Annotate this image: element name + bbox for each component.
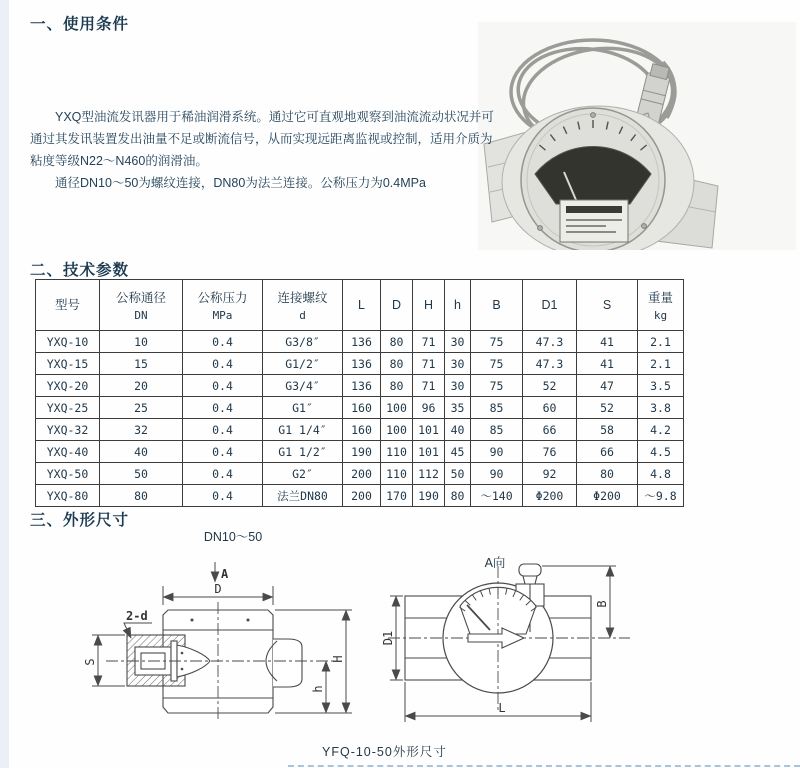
bottom-dashed-divider [288, 765, 800, 767]
drawing-caption: YFQ-10-50外形尺寸 [322, 745, 447, 759]
table-header-row [36, 280, 684, 331]
col-header-thread: 连接螺纹 d [263, 280, 343, 331]
table-cell: 40 [100, 441, 183, 463]
table-cell: 0.4 [183, 485, 263, 507]
table-cell: 160 [343, 419, 381, 441]
table-cell: 法兰DN80 [263, 485, 343, 507]
table-cell: 0.4 [183, 331, 263, 353]
table-cell: 136 [343, 353, 381, 375]
section-usage-heading: 一、使用条件 [30, 16, 130, 33]
table-cell: 50 [100, 463, 183, 485]
table-cell: G3/4″ [263, 375, 343, 397]
table-cell: 0.4 [183, 441, 263, 463]
table-row [36, 375, 684, 397]
col-header-B: B [471, 280, 523, 331]
usage-paragraph-2: 通径DN10～50为螺纹连接，DN80为法兰连接。公称压力为0.4MPa [55, 176, 426, 190]
table-cell: G1/2″ [263, 353, 343, 375]
col-header-h: h [445, 280, 471, 331]
table-cell: 47.3 [523, 331, 577, 353]
table-cell: 80 [381, 375, 413, 397]
view-arrow-label: A [221, 567, 229, 581]
table-row [36, 463, 684, 485]
table-row [36, 331, 684, 353]
table-cell: 66 [577, 441, 638, 463]
col-header-D1: D1 [523, 280, 577, 331]
table-cell: YXQ-80 [36, 485, 100, 507]
specs-table-body [36, 331, 684, 507]
table-cell: 4.8 [638, 463, 684, 485]
table-cell: 90 [471, 463, 523, 485]
table-cell: 100 [381, 397, 413, 419]
table-row [36, 419, 684, 441]
dim-label-D: D [214, 582, 222, 596]
table-cell: 25 [100, 397, 183, 419]
table-cell: 60 [523, 397, 577, 419]
table-cell: 30 [445, 331, 471, 353]
table-cell: YXQ-20 [36, 375, 100, 397]
product-photo-illustration [478, 22, 796, 250]
table-cell: 92 [523, 463, 577, 485]
table-cell: YXQ-40 [36, 441, 100, 463]
table-cell: 58 [577, 419, 638, 441]
table-cell: G3/8″ [263, 331, 343, 353]
table-cell: 85 [471, 419, 523, 441]
table-cell: Φ200 [523, 485, 577, 507]
table-cell: 71 [413, 353, 445, 375]
dim-label-S: S [83, 658, 97, 666]
table-cell: 101 [413, 441, 445, 463]
table-cell: G2″ [263, 463, 343, 485]
specs-table [35, 279, 684, 507]
table-cell: YXQ-15 [36, 353, 100, 375]
nameplate [560, 200, 628, 242]
col-header-model: 型号 [36, 280, 100, 331]
table-cell: 32 [100, 419, 183, 441]
table-row [36, 397, 684, 419]
table-cell: 80 [577, 463, 638, 485]
table-cell: 112 [413, 463, 445, 485]
table-cell: 4.5 [638, 441, 684, 463]
table-cell: 30 [445, 375, 471, 397]
table-cell: 15 [100, 353, 183, 375]
col-header-L: L [343, 280, 381, 331]
table-cell: 0.4 [183, 353, 263, 375]
col-header-D: D [381, 280, 413, 331]
table-cell: 200 [343, 463, 381, 485]
view-name-label: A向 [484, 556, 506, 570]
table-cell: 2.1 [638, 331, 684, 353]
table-cell: 66 [523, 419, 577, 441]
table-cell: 75 [471, 331, 523, 353]
dim-label-D1: D1 [381, 630, 395, 646]
dim-label-B: B [595, 600, 609, 608]
table-cell: 41 [577, 353, 638, 375]
table-cell: 3.8 [638, 397, 684, 419]
table-cell: 4.2 [638, 419, 684, 441]
table-cell: 80 [100, 485, 183, 507]
table-cell: 80 [381, 353, 413, 375]
table-cell: 0.4 [183, 419, 263, 441]
table-cell: 2.1 [638, 353, 684, 375]
table-cell: 47 [577, 375, 638, 397]
table-cell: YXQ-25 [36, 397, 100, 419]
left-edge-strip [0, 0, 9, 768]
side-view-drawing [127, 610, 302, 713]
product-photo [478, 22, 796, 250]
table-cell: 85 [471, 397, 523, 419]
table-cell: G1″ [263, 397, 343, 419]
table-cell: YXQ-50 [36, 463, 100, 485]
col-header-pressure: 公称压力 MPa [183, 280, 263, 331]
dim-label-h: h [311, 685, 325, 693]
table-cell: YXQ-32 [36, 419, 100, 441]
table-cell: 30 [445, 353, 471, 375]
table-cell: Φ200 [577, 485, 638, 507]
dim-label-H: H [331, 655, 345, 663]
usage-paragraph-1: YXQ型油流发讯器用于稀油润滑系统。通过它可直观地观察到油流流动状况并可通过其发讯装置发出油量不足或断流信号，从而实现远距离监视或控制，适用介质为粘度等级N22～N460的润滑油。 [30, 110, 494, 168]
table-cell: G1 1/4″ [263, 419, 343, 441]
table-cell: 100 [381, 419, 413, 441]
section-dimensions-heading: 三、外形尺寸 [30, 512, 130, 529]
table-cell: 101 [413, 419, 445, 441]
table-cell: 136 [343, 331, 381, 353]
table-cell: 50 [445, 463, 471, 485]
col-header-H: H [413, 280, 445, 331]
table-cell: 0.4 [183, 463, 263, 485]
table-cell: 75 [471, 375, 523, 397]
table-cell: 200 [343, 485, 381, 507]
table-cell: 71 [413, 331, 445, 353]
table-cell: 76 [523, 441, 577, 463]
table-cell: 90 [471, 441, 523, 463]
table-cell: ～9.8 [638, 485, 684, 507]
hole-callout-label: 2-d [126, 609, 148, 623]
table-cell: 80 [381, 331, 413, 353]
col-header-dn: 公称通径 DN [100, 280, 183, 331]
table-cell: 52 [523, 375, 577, 397]
table-cell: 41 [577, 331, 638, 353]
table-cell: 0.4 [183, 375, 263, 397]
table-cell: 52 [577, 397, 638, 419]
table-cell: 96 [413, 397, 445, 419]
table-cell: 190 [413, 485, 445, 507]
table-cell: 190 [343, 441, 381, 463]
table-cell: G1 1/2″ [263, 441, 343, 463]
table-cell: 75 [471, 353, 523, 375]
table-cell: 3.5 [638, 375, 684, 397]
table-cell: 170 [381, 485, 413, 507]
table-cell: 0.4 [183, 397, 263, 419]
table-cell: 47.3 [523, 353, 577, 375]
table-cell: ～140 [471, 485, 523, 507]
table-cell: 160 [343, 397, 381, 419]
table-cell: 71 [413, 375, 445, 397]
section-specs-heading: 二、技术参数 [30, 262, 130, 279]
table-cell: 80 [445, 485, 471, 507]
table-cell: 40 [445, 419, 471, 441]
table-cell: 110 [381, 441, 413, 463]
table-row [36, 485, 684, 507]
table-cell: 35 [445, 397, 471, 419]
col-header-S: S [577, 280, 638, 331]
table-cell: YXQ-10 [36, 331, 100, 353]
dim-label-L: L [498, 701, 506, 715]
col-header-weight: 重量 kg [638, 280, 684, 331]
usage-paragraphs [30, 106, 494, 194]
table-cell: 45 [445, 441, 471, 463]
drawing-title-dn-range: DN10～50 [203, 530, 263, 544]
table-cell: 10 [100, 331, 183, 353]
table-cell: 20 [100, 375, 183, 397]
dimension-drawings [40, 526, 760, 738]
table-row [36, 353, 684, 375]
table-row [36, 441, 684, 463]
table-cell: 136 [343, 375, 381, 397]
table-cell: 110 [381, 463, 413, 485]
